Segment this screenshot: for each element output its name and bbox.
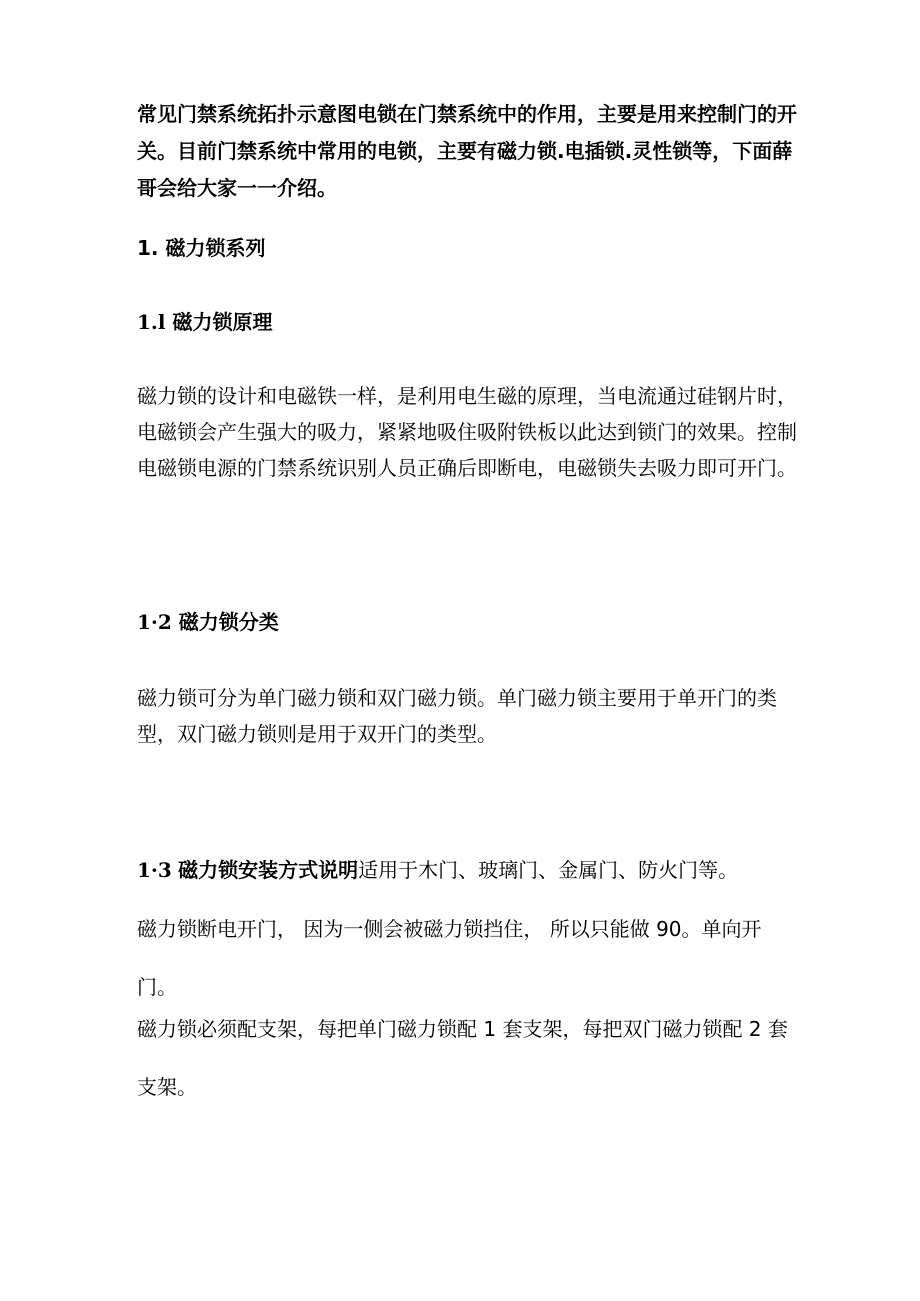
section-1-3-para-2: 磁力锁必须配支架，每把单门磁力锁配 1 套支架，每把双门磁力锁配 2 套支架。 <box>137 1017 788 1099</box>
section-1-number: 1. <box>137 236 159 260</box>
section-1-1-title: 磁力锁原理 <box>172 310 273 334</box>
intro-paragraph: 常见门禁系统拓扑示意图电锁在门禁系统中的作用，主要是用来控制门的开关。目前门禁系统中常用的电锁，主要有磁力锁.电插锁.灵性锁等，下面薛哥会给大家一一介绍。 <box>137 102 797 200</box>
section-1-heading <box>137 230 797 266</box>
section-1-3-inline-text: 适用于木门、玻璃门、金属门、防火门等。 <box>358 858 739 882</box>
section-1-2-heading <box>137 604 797 640</box>
section-1-2-number: 1·2 <box>137 610 172 634</box>
section-1-3-para-1: 磁力锁断电开门， 因为一侧会被磁力锁挡住， 所以只能做 90。单向开门。 <box>137 917 762 999</box>
section-1-2-body: 磁力锁可分为单门磁力锁和双门磁力锁。单门磁力锁主要用于单开门的类型，双门磁力锁则是用于双开门的类型。 <box>137 686 777 746</box>
section-1-3-heading-line <box>137 852 817 888</box>
section-1-title: 磁力锁系列 <box>165 236 266 260</box>
section-1-1-number: 1.l <box>137 310 166 334</box>
section-1-3-number: 1·3 <box>137 858 172 882</box>
section-1-1-body: 磁力锁的设计和电磁铁一样，是利用电生磁的原理，当电流通过硅钢片时，电磁锁会产生强大的吸力，紧紧地吸住吸附铁板以此达到锁门的效果。控制电磁锁电源的门禁系统识别人员正确后即断电，电磁锁失去吸力即可开门。 <box>137 384 797 480</box>
section-1-3-title: 磁力锁安装方式说明 <box>178 858 359 882</box>
section-1-2-title: 磁力锁分类 <box>178 610 279 634</box>
section-1-1-heading <box>137 304 797 340</box>
